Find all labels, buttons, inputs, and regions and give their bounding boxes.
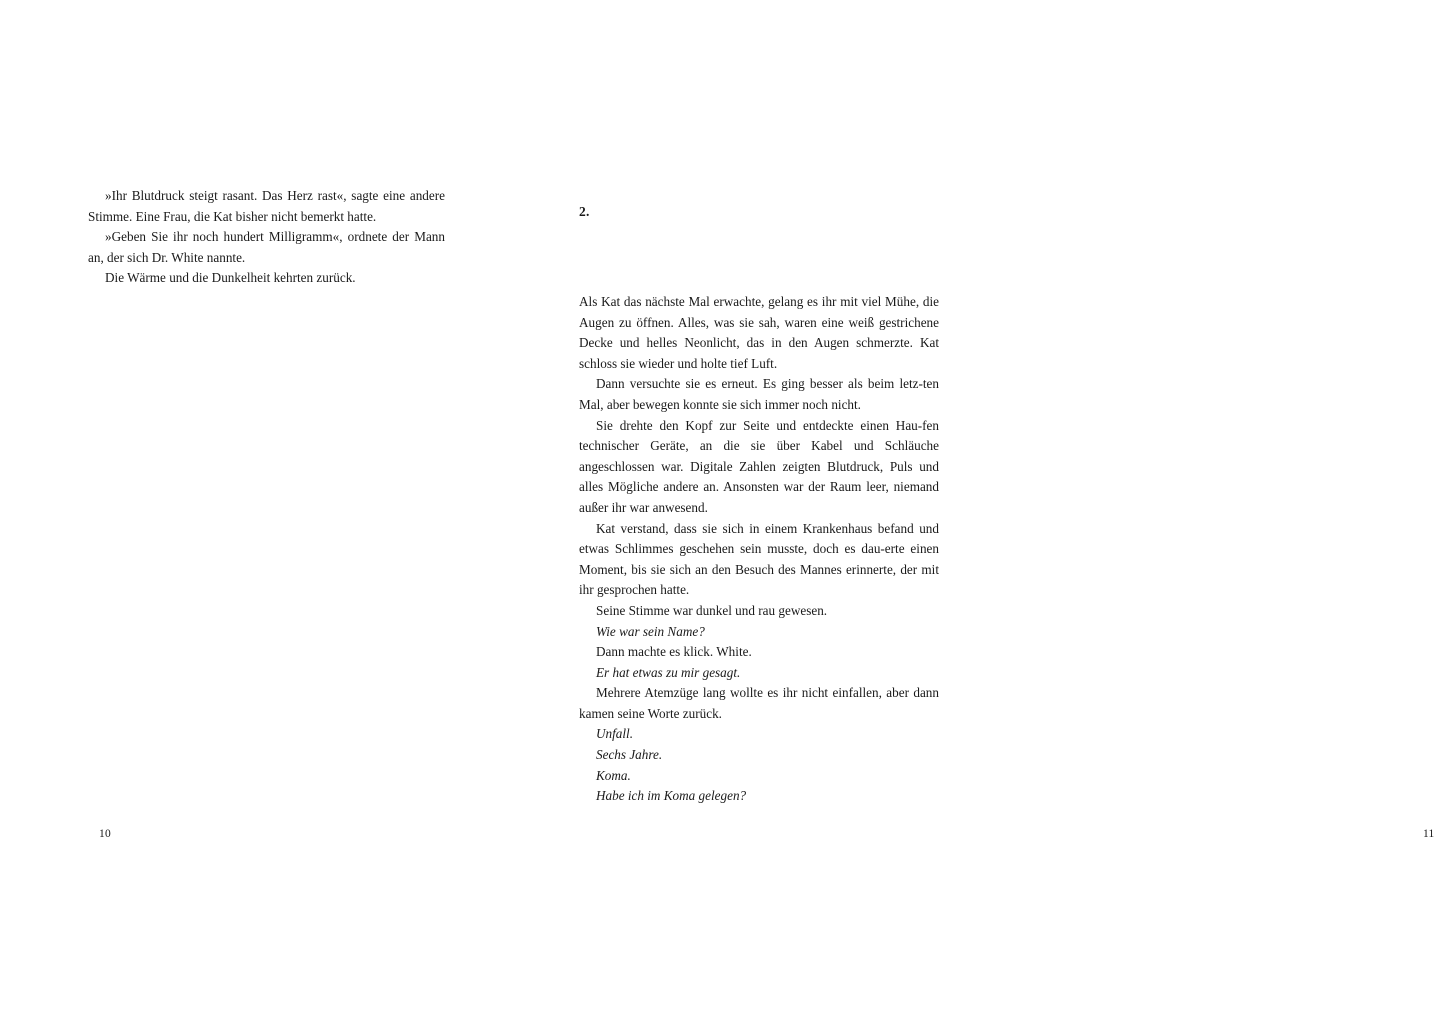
paragraph: Dann versuchte sie es erneut. Es ging besser als beim letz-ten Mal, aber bewegen konnte sie sich immer noch nicht. — [579, 376, 939, 412]
paragraph: Mehrere Atemzüge lang wollte es ihr nicht einfallen, aber dann kamen seine Worte zurück. — [579, 685, 939, 721]
chapter-heading — [579, 204, 939, 220]
paragraph: Die Wärme und die Dunkelheit kehrten zurück. — [105, 270, 356, 286]
paragraph: »Geben Sie ihr noch hundert Milligramm«, ordnete der Mann an, der sich Dr. White nannte. — [88, 229, 445, 265]
paragraph-italic: Er hat etwas zu mir gesagt. — [596, 664, 741, 680]
chapter-number: 2. — [579, 204, 590, 219]
paragraph-italic: Habe ich im Koma gelegen? — [596, 788, 747, 804]
paragraph: Dann machte es klick. White. — [596, 644, 752, 660]
page-left — [0, 0, 512, 1024]
page-number-right: 11 — [1423, 828, 1434, 840]
page-number-left: 10 — [99, 828, 111, 840]
left-page-text-column — [88, 186, 445, 289]
paragraph: Als Kat das nächste Mal erwachte, gelang es ihr mit viel Mühe, die Augen zu öffnen. Alles, was sie sah, waren eine weiß gestrichene Decke und helles Neonlicht, das in den Augen schmerzte. Kat schloss sie wieder und holte tief Luft. — [579, 294, 939, 371]
paragraph: Seine Stimme war dunkel und rau gewesen. — [596, 602, 828, 618]
page-right — [512, 0, 1434, 1024]
paragraph: Kat verstand, dass sie sich in einem Krankenhaus befand und etwas Schlimmes geschehen sein musste, doch es dau-erte einen Moment, bis sie sich an den Besuch des Mannes erinnerte, der mit ihr gesprochen hatte. — [579, 520, 939, 598]
paragraph-italic: Unfall. — [596, 726, 633, 742]
paragraph: Sie drehte den Kopf zur Seite und entdeckte einen Hau-fen technischer Geräte, an die sie über Kabel und Schläuche angeschlossen war. Digitale Zahlen zeigten Blutdruck, Puls und alles Mögliche andere an. Ansonsten war der Raum leer, niemand außer ihr war anwesend. — [579, 417, 939, 515]
paragraph-italic: Sechs Jahre. — [596, 747, 663, 763]
paragraph: »Ihr Blutdruck steigt rasant. Das Herz rast«, sagte eine andere Stimme. Eine Frau, die Kat bisher nicht bemerkt hatte. — [88, 188, 445, 224]
right-page-text-column — [579, 292, 939, 807]
paragraph-italic: Wie war sein Name? — [596, 623, 705, 639]
paragraph-italic: Koma. — [596, 767, 631, 783]
